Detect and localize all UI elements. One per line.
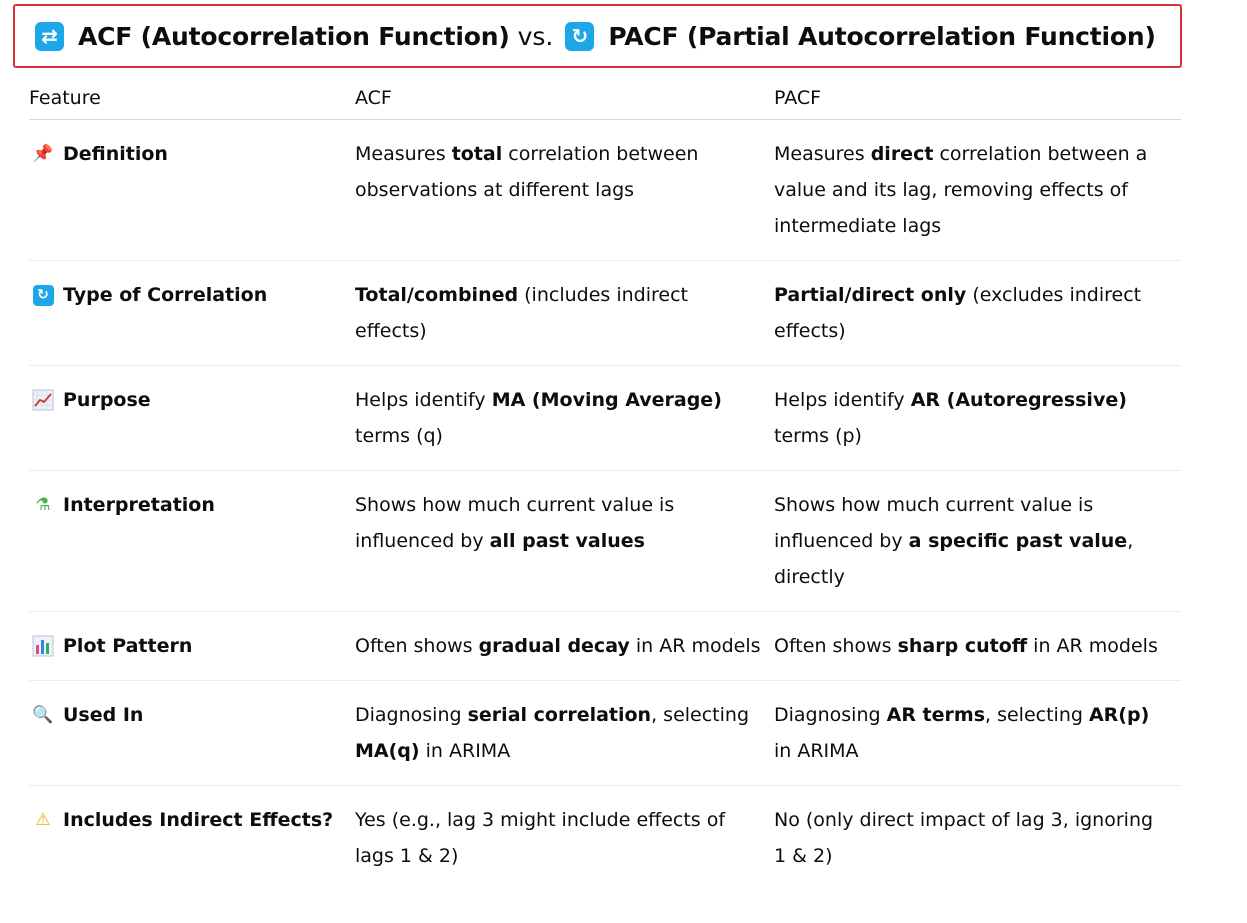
text-segment: terms (q) [355,425,443,447]
bold-text: direct [870,143,934,165]
pacf-cell [774,612,1181,681]
table-header-row [29,77,1181,120]
text-segment: Shows how much current value is influenced by [355,494,675,552]
text-segment: Diagnosing [355,704,468,726]
pushpin-icon: 📌 [32,144,54,164]
feature-cell [29,120,355,261]
text-segment: Often shows [774,635,898,657]
table-row [29,471,1181,612]
refresh-arrows-icon: ↻ [31,283,55,307]
title-pacf: PACF (Partial Autocorrelation Function) [608,21,1156,51]
header-acf: ACF [355,77,774,120]
bar-chart-icon [31,634,55,658]
pacf-cell [774,261,1181,366]
test-tube-icon: ⚗ [35,495,51,515]
table-row [29,786,1181,891]
title-vs: vs. [517,21,554,51]
page-title [13,4,1182,68]
acf-cell [355,471,774,612]
feature-label: Purpose [63,389,151,411]
bold-text: MA (Moving Average) [491,389,722,411]
text-segment: in AR models [629,635,761,657]
text-segment: Helps identify [774,389,911,411]
text-segment: Helps identify [355,389,492,411]
header-feature: Feature [29,77,355,120]
text-segment: in AR models [1027,635,1158,657]
warning-icon: ⚠ [35,810,51,830]
bold-text: AR(p) [1088,704,1150,726]
feature-cell [29,261,355,366]
acf-cell [355,612,774,681]
text-segment: Often shows [355,635,479,657]
bold-text: Total/combined [355,284,519,306]
text-segment: , directly [774,530,1134,588]
text-segment: correlation between a value and its lag, removing effects of intermediate lags [774,143,1148,237]
table-row [29,261,1181,366]
bold-text: Partial/direct only [774,284,967,306]
acf-cell [355,120,774,261]
text-segment: terms (p) [774,425,862,447]
title-acf: ACF (Autocorrelation Function) [78,21,510,51]
acf-cell [355,681,774,786]
table-row [29,366,1181,471]
text-segment: (includes indirect effects) [355,284,688,342]
text-segment: correlation between observations at different lags [355,143,699,201]
feature-label: Type of Correlation [63,284,268,306]
bold-text: a specific past value [908,530,1128,552]
feature-label: Definition [63,143,168,165]
bold-text: MA(q) [355,740,420,762]
bold-text: gradual decay [478,635,630,657]
text-segment: (excludes indirect effects) [774,284,1142,342]
feature-cell [29,366,355,471]
feature-label: Used In [63,704,144,726]
text-segment: Measures [355,143,452,165]
pacf-cell [774,786,1181,891]
acf-cell [355,261,774,366]
acf-cell [355,366,774,471]
feature-cell [29,471,355,612]
table-row [29,681,1181,786]
feature-cell [29,786,355,891]
feature-cell [29,681,355,786]
pacf-cell [774,120,1181,261]
feature-label: Interpretation [63,494,215,516]
repeat-arrows-icon: ⇄ [35,22,64,51]
pacf-cell [774,471,1181,612]
bold-text: AR terms [886,704,986,726]
bold-text: AR (Autoregressive) [910,389,1127,411]
feature-label: Includes Indirect Effects? [63,809,334,831]
text-segment: in ARIMA [774,740,859,762]
pacf-cell [774,366,1181,471]
table-row [29,120,1181,261]
bold-text: sharp cutoff [897,635,1028,657]
comparison-table [29,77,1181,890]
header-pacf: PACF [774,77,1181,120]
feature-label: Plot Pattern [63,635,193,657]
text-segment: No (only direct impact of lag 3, ignoring 1 & 2) [774,809,1154,867]
text-segment: Yes (e.g., lag 3 might include effects of lags 1 & 2) [355,809,726,867]
text-segment: , selecting [651,704,750,726]
pacf-cell [774,681,1181,786]
text-segment: , selecting [985,704,1089,726]
table-row [29,612,1181,681]
refresh-arrows-icon: ↻ [565,22,594,51]
bold-text: all past values [489,530,645,552]
text-segment: Diagnosing [774,704,887,726]
chart-increasing-icon [31,388,55,412]
bold-text: total [451,143,503,165]
magnifying-glass-icon: 🔍 [32,705,54,725]
text-segment: Shows how much current value is influenced by [774,494,1094,552]
bold-text: serial correlation [467,704,652,726]
feature-cell [29,612,355,681]
text-segment: Measures [774,143,871,165]
text-segment: in ARIMA [419,740,511,762]
acf-cell [355,786,774,891]
